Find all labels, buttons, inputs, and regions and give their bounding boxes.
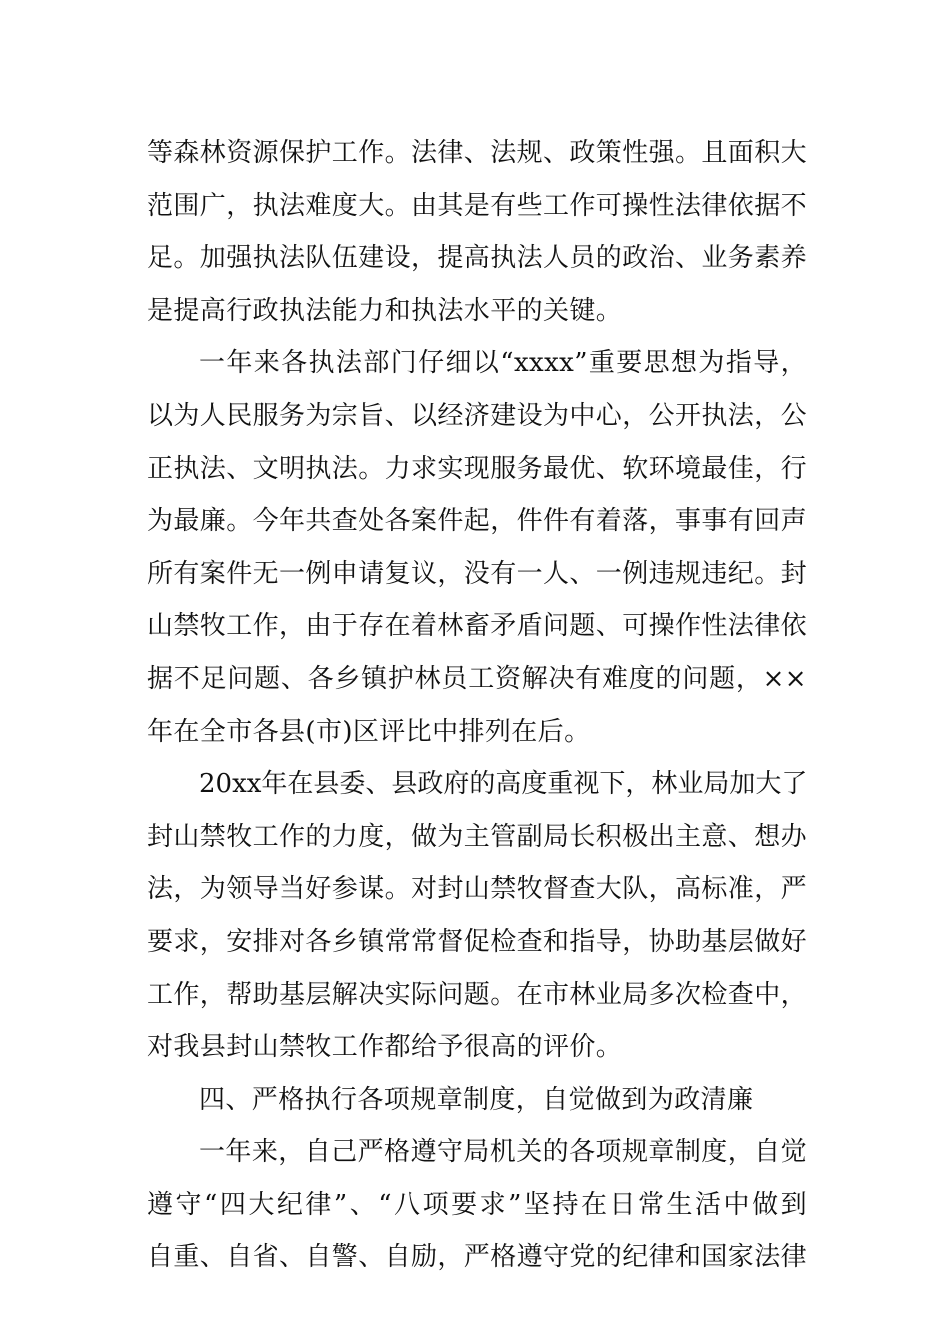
text-line: 封山禁牧工作的力度，做为主管副局长积极出主意、想办: [147, 821, 808, 852]
paragraph-5: [147, 1126, 807, 1284]
text-line: 所有案件无一例申请复议，没有一人、一例违规违纪。封: [147, 558, 808, 589]
text-line: 法，为领导当好参谋。对封山禁牧督查大队，高标准，严: [147, 874, 808, 905]
text-line: 对我县封山禁牧工作都给予很高的评价。: [147, 1032, 623, 1063]
text-line: 范围广，执法难度大。由其是有些工作可操性法律依据不: [147, 190, 808, 221]
text-line: 遵守“四大纪律”、“八项要求”坚持在日常生活中做到: [147, 1189, 807, 1220]
paragraph-1: [147, 127, 807, 337]
text-line: 等森林资源保护工作。法律、法规、政策性强。且面积大: [147, 138, 808, 168]
text-line: 一年来，自己严格遵守局机关的各项规章制度，自觉: [199, 1137, 807, 1168]
text-line: 要求，安排对各乡镇常常督促检查和指导，协助基层做好: [147, 926, 808, 957]
text-line: 工作，帮助基层解决实际问题。在市林业局多次检查中，: [147, 979, 808, 1010]
paragraph-2: [147, 337, 807, 758]
paragraph-3: [147, 758, 807, 1074]
heading-line: 四、严格执行各项规章制度，自觉做到为政清廉: [199, 1084, 754, 1115]
text-line: 是提高行政执法能力和执法水平的关键。: [147, 295, 623, 326]
text-line: 自重、自省、自警、自励，严格遵守党的纪律和国家法律: [147, 1242, 808, 1273]
text-line: 20xx年在县委、县政府的高度重视下，林业局加大了: [199, 769, 808, 800]
text-line: 山禁牧工作，由于存在着林畜矛盾问题、可操作性法律依: [147, 611, 808, 642]
text-line: 年在全市各县(市)区评比中排列在后。: [147, 716, 591, 747]
text-line: 据不足问题、各乡镇护林员工资解决有难度的问题，××: [147, 663, 807, 694]
document-page: [147, 127, 807, 1284]
text-line: 为最廉。今年共查处各案件起，件件有着落，事事有回声: [147, 506, 808, 537]
text-line: 正执法、文明执法。力求实现服务最优、软环境最佳，行: [147, 453, 808, 484]
text-line: 一年来各执法部门仔细以“xxxx”重要思想为指导，: [199, 348, 807, 379]
section-heading: [147, 1074, 807, 1127]
text-line: 足。加强执法队伍建设，提高执法人员的政治、业务素养: [147, 243, 808, 274]
text-line: 以为人民服务为宗旨、以经济建设为中心，公开执法，公: [147, 400, 808, 431]
